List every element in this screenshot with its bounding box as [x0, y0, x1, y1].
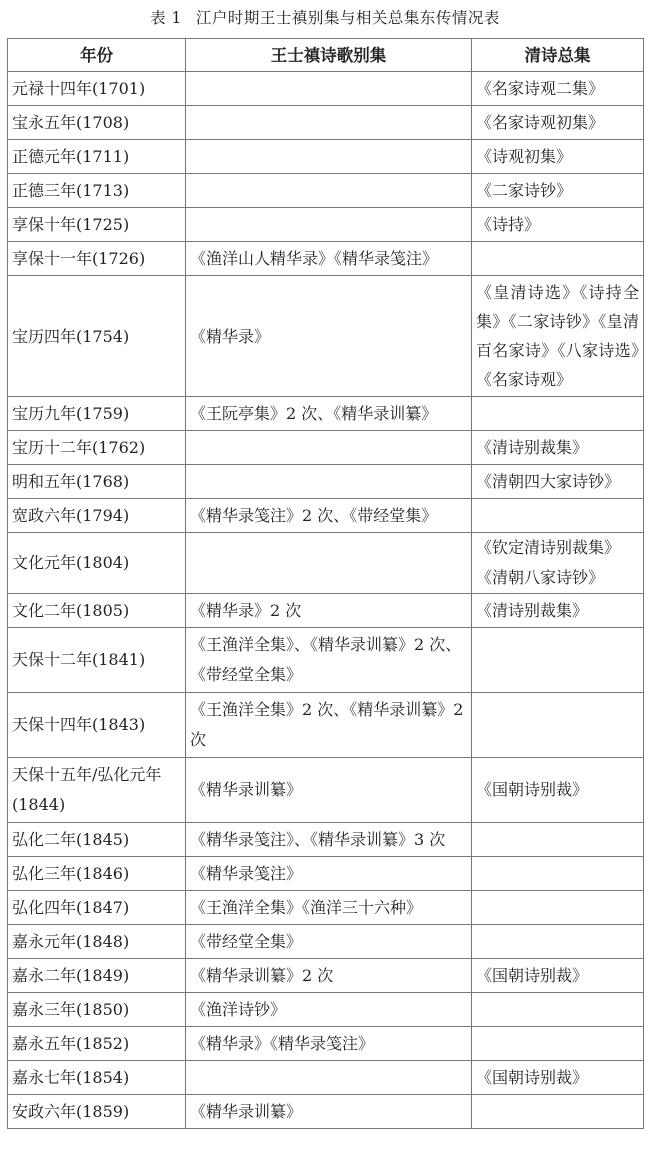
cell-bieji — [186, 208, 472, 242]
cell-zongji: 《名家诗观初集》 — [472, 106, 644, 140]
table-row — [8, 276, 644, 397]
table-row — [8, 208, 644, 242]
header-year: 年份 — [8, 39, 186, 72]
cell-year: 享保十一年(1726) — [8, 242, 186, 276]
table-row — [8, 174, 644, 208]
cell-year: 安政六年(1859) — [8, 1095, 186, 1129]
cell-bieji: 《精华录训纂》 — [186, 1095, 472, 1129]
cell-bieji: 《王阮亭集》2 次、《精华录训纂》 — [186, 397, 472, 431]
cell-bieji: 《王渔洋全集》《渔洋三十六种》 — [186, 891, 472, 925]
cell-zongji — [472, 242, 644, 276]
cell-zongji: 《诗持》 — [472, 208, 644, 242]
table-row — [8, 140, 644, 174]
cell-bieji: 《渔洋诗钞》 — [186, 993, 472, 1027]
cell-zongji — [472, 857, 644, 891]
table-row — [8, 959, 644, 993]
cell-bieji: 《精华录》《精华录笺注》 — [186, 1027, 472, 1061]
table-body — [8, 72, 644, 1129]
cell-bieji: 《精华录训纂》 — [186, 758, 472, 823]
cell-year: 嘉永三年(1850) — [8, 993, 186, 1027]
cell-zongji — [472, 823, 644, 857]
cell-zongji: 《国朝诗别裁》 — [472, 1061, 644, 1095]
table-row — [8, 693, 644, 758]
cell-year: 弘化四年(1847) — [8, 891, 186, 925]
table-row — [8, 758, 644, 823]
cell-year: 宝永五年(1708) — [8, 106, 186, 140]
table-row — [8, 594, 644, 628]
cell-zongji — [472, 693, 644, 758]
header-bieji: 王士禛诗歌别集 — [186, 39, 472, 72]
cell-year: 宝历四年(1754) — [8, 276, 186, 397]
cell-zongji: 《名家诗观二集》 — [472, 72, 644, 106]
cell-year: 明和五年(1768) — [8, 465, 186, 499]
cell-zongji: 《皇清诗选》《诗持全集》《二家诗钞》《皇清百名家诗》《八家诗选》《名家诗观》 — [472, 276, 644, 397]
cell-year: 宽政六年(1794) — [8, 499, 186, 533]
cell-zongji: 《诗观初集》 — [472, 140, 644, 174]
cell-year: 元禄十四年(1701) — [8, 72, 186, 106]
cell-bieji: 《王渔洋全集》2 次、《精华录训纂》2 次 — [186, 693, 472, 758]
cell-year: 弘化二年(1845) — [8, 823, 186, 857]
cell-year: 文化元年(1804) — [8, 533, 186, 594]
cell-year: 嘉永二年(1849) — [8, 959, 186, 993]
header-zongji: 清诗总集 — [472, 39, 644, 72]
cell-year: 嘉永七年(1854) — [8, 1061, 186, 1095]
cell-bieji — [186, 465, 472, 499]
cell-bieji — [186, 431, 472, 465]
table-row — [8, 106, 644, 140]
table-row — [8, 431, 644, 465]
cell-bieji: 《王渔洋全集》、《精华录训纂》2 次、《带经堂全集》 — [186, 628, 472, 693]
table-row — [8, 857, 644, 891]
cell-bieji: 《带经堂全集》 — [186, 925, 472, 959]
cell-year: 宝历九年(1759) — [8, 397, 186, 431]
table-row — [8, 72, 644, 106]
cell-zongji: 《清朝四大家诗钞》 — [472, 465, 644, 499]
cell-year: 天保十四年(1843) — [8, 693, 186, 758]
cell-zongji: 《国朝诗别裁》 — [472, 758, 644, 823]
cell-bieji — [186, 174, 472, 208]
cell-year: 天保十二年(1841) — [8, 628, 186, 693]
cell-zongji — [472, 1027, 644, 1061]
cell-zongji — [472, 499, 644, 533]
cell-year: 文化二年(1805) — [8, 594, 186, 628]
cell-zongji: 《钦定清诗别裁集》《清朝八家诗钞》 — [472, 533, 644, 594]
cell-zongji: 《二家诗钞》 — [472, 174, 644, 208]
table-row — [8, 465, 644, 499]
cell-bieji: 《精华录笺注》、《精华录训纂》3 次 — [186, 823, 472, 857]
cell-bieji — [186, 1061, 472, 1095]
cell-zongji — [472, 891, 644, 925]
cell-bieji: 《精华录》 — [186, 276, 472, 397]
cell-year: 正德元年(1711) — [8, 140, 186, 174]
table-caption — [0, 0, 650, 36]
table-row — [8, 533, 644, 594]
cell-bieji: 《精华录》2 次 — [186, 594, 472, 628]
table-row — [8, 1061, 644, 1095]
cell-bieji — [186, 533, 472, 594]
table-row — [8, 891, 644, 925]
table-row — [8, 993, 644, 1027]
table-row — [8, 499, 644, 533]
table-header-row — [8, 39, 644, 72]
cell-bieji — [186, 72, 472, 106]
cell-year: 天保十五年/弘化元年(1844) — [8, 758, 186, 823]
cell-zongji: 《清诗别裁集》 — [472, 594, 644, 628]
cell-bieji — [186, 140, 472, 174]
cell-zongji: 《国朝诗别裁》 — [472, 959, 644, 993]
table-row — [8, 1027, 644, 1061]
cell-year: 嘉永元年(1848) — [8, 925, 186, 959]
cell-year: 正德三年(1713) — [8, 174, 186, 208]
table-row — [8, 628, 644, 693]
cell-zongji — [472, 993, 644, 1027]
cell-bieji: 《精华录笺注》2 次、《带经堂集》 — [186, 499, 472, 533]
cell-bieji: 《精华录笺注》 — [186, 857, 472, 891]
cell-zongji — [472, 397, 644, 431]
cell-zongji: 《清诗别裁集》 — [472, 431, 644, 465]
caption-number: 表 1 — [150, 9, 182, 27]
cell-bieji: 《精华录训纂》2 次 — [186, 959, 472, 993]
cell-year: 享保十年(1725) — [8, 208, 186, 242]
table-row — [8, 397, 644, 431]
cell-year: 弘化三年(1846) — [8, 857, 186, 891]
cell-bieji: 《渔洋山人精华录》《精华录笺注》 — [186, 242, 472, 276]
cell-bieji — [186, 106, 472, 140]
table-row — [8, 823, 644, 857]
cell-zongji — [472, 1095, 644, 1129]
cell-zongji — [472, 628, 644, 693]
cell-year: 宝历十二年(1762) — [8, 431, 186, 465]
table-row — [8, 1095, 644, 1129]
table-row — [8, 925, 644, 959]
caption-title: 江户时期王士禛别集与相关总集东传情况表 — [195, 9, 500, 27]
cell-zongji — [472, 925, 644, 959]
table-row — [8, 242, 644, 276]
cell-year: 嘉永五年(1852) — [8, 1027, 186, 1061]
collections-table — [7, 38, 644, 1129]
